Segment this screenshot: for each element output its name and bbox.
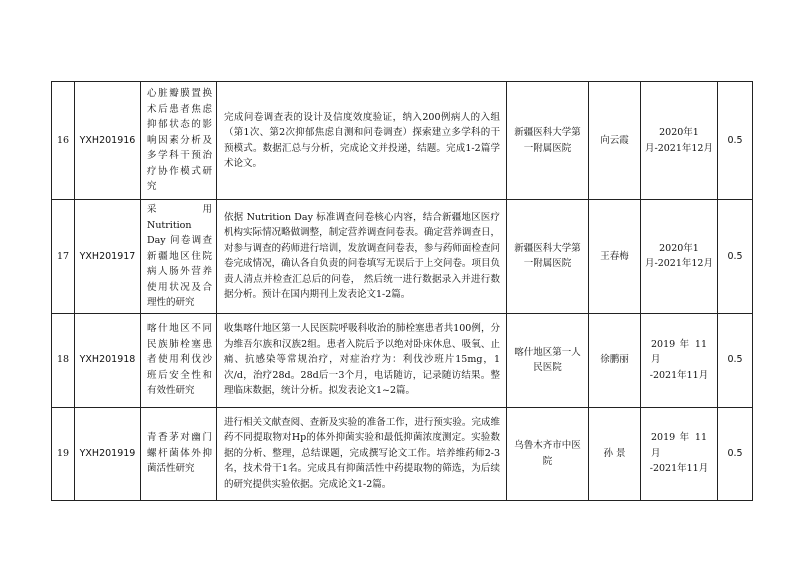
period-end: -2021年11月 xyxy=(649,463,709,475)
project-id: YXH201919 xyxy=(75,407,141,500)
project-organization: 喀什地区第一人民医院 xyxy=(507,313,589,407)
project-funding: 0.5 xyxy=(718,313,753,407)
project-leader: 徐鹏丽 xyxy=(589,313,641,407)
project-period: 2020年1月-2021年12月 xyxy=(641,200,718,314)
project-content: 进行相关文献查阅、查新及实验的准备工作，进行预实验。完成维药不同提取物对Hp的体外抑菌实验和最低抑菌浓度测定。实验数据的分析、整理，总结课题，完成撰写论文工作。培养维药师2-3名，技术骨干1名。完成具有抑菌活性中药提取物的筛选，为后续的研究提供实验依据。完成论文1-2篇。 xyxy=(217,407,507,500)
project-title: 喀什地区不同民族肺栓塞患者使用利伐沙班后安全性和有效性研究 xyxy=(141,313,217,407)
project-id: YXH201916 xyxy=(75,82,141,200)
project-title: 采用 Nutrition Day 问卷调查新疆地区住院病人肠外营养使用状况及合理性的研究 xyxy=(141,200,217,314)
period-start: 2019 年 11 月 xyxy=(651,432,707,459)
project-title: 青香茅对幽门螺杆菌体外抑菌活性研究 xyxy=(141,407,217,500)
project-organization: 乌鲁木齐市中医院 xyxy=(507,407,589,500)
project-period xyxy=(641,407,718,500)
table-row xyxy=(52,313,753,407)
row-number: 18 xyxy=(52,313,75,407)
project-id: YXH201917 xyxy=(75,200,141,314)
table-row xyxy=(52,407,753,500)
project-period xyxy=(641,313,718,407)
period-end: -2021年11月 xyxy=(649,369,709,381)
project-table xyxy=(51,81,753,501)
project-funding: 0.5 xyxy=(718,407,753,500)
table-row xyxy=(52,200,753,314)
project-organization: 新疆医科大学第一附属医院 xyxy=(507,82,589,200)
project-leader: 孙 景 xyxy=(589,407,641,500)
project-funding: 0.5 xyxy=(718,82,753,200)
project-content: 收集喀什地区第一人民医院呼吸科收治的肺栓塞患者共100例，分为维吾尔族和汉族2组。患者入院后予以绝对卧床休息、吸氧、止痛、抗感染等常规治疗，对症治疗为：利伐沙班片15mg，1次/d，治疗28d。28d后一3个月，电话随访，记录随访结果。整理临床数据，统计分析。拟发表论文1~2篇。 xyxy=(217,313,507,407)
project-period: 2020年1月-2021年12月 xyxy=(641,82,718,200)
project-id: YXH201918 xyxy=(75,313,141,407)
project-content: 完成问卷调查表的设计及信度效度验证，纳入200例病人的入组（第1次、第2次抑郁焦虑自测和问卷调查）探索建立多学科的干预模式。数据汇总与分析，完成论文并投递，结题。完成1-2篇学术论文。 xyxy=(217,82,507,200)
project-funding: 0.5 xyxy=(718,200,753,314)
project-leader: 王春梅 xyxy=(589,200,641,314)
row-number: 17 xyxy=(52,200,75,314)
row-number: 19 xyxy=(52,407,75,500)
project-title: 心脏瓣膜置换术后患者焦虑抑郁状态的影响因素分析及多学科干预治疗协作模式研究 xyxy=(141,82,217,200)
project-organization: 新疆医科大学第一附属医院 xyxy=(507,200,589,314)
period-start: 2019 年 11 月 xyxy=(651,338,707,366)
project-content: 依据 Nutrition Day 标准调查问卷核心内容，结合新疆地区医疗机构实际情况略做调整，制定营养调查问卷表。确定营养调查日，对参与调查的药师进行培训，发放调查问卷表，参与药师面检查问卷完成情况，确认各自负责的问卷填写无误后于上交问卷。项目负责人清点并检查汇总后的问卷， 然后统一进行数据录入并进行数据分析。预计在国内期刊上发表论文1-2篇。 xyxy=(217,200,507,314)
project-leader: 向云霞 xyxy=(589,82,641,200)
table-row xyxy=(52,82,753,200)
row-number: 16 xyxy=(52,82,75,200)
